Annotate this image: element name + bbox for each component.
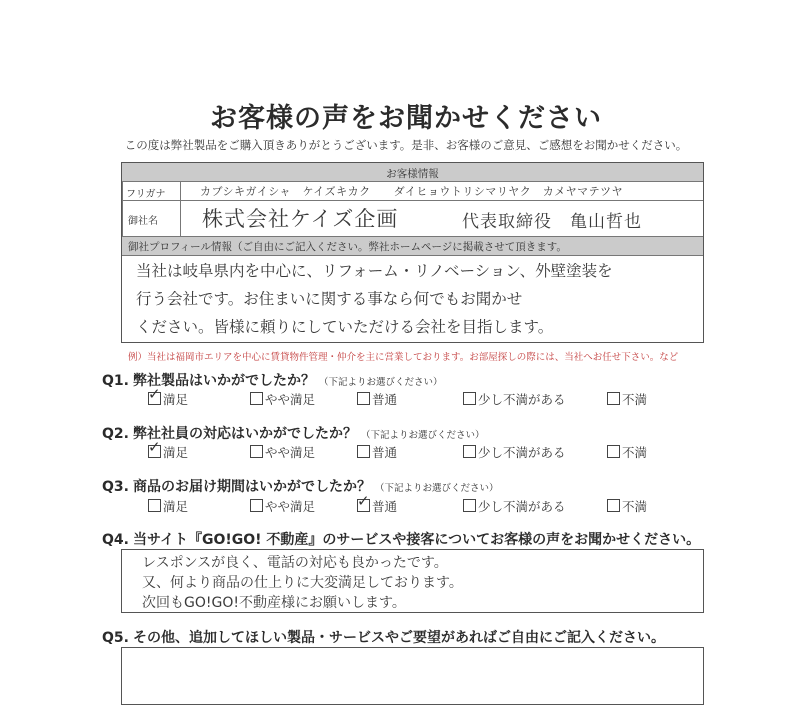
- question-4: [102, 529, 700, 549]
- question-number: Q1.: [102, 373, 129, 389]
- question-3: [102, 476, 498, 496]
- customer-info-table: [121, 162, 704, 343]
- question-text: 弊社社員の対応はいかがでしたか？: [132, 426, 357, 442]
- checkbox[interactable]: [357, 445, 370, 458]
- question-instruction: （下記よりお選びください）: [374, 483, 499, 494]
- question-instruction: （下記よりお選びください）: [360, 430, 485, 441]
- profile-line[interactable]: ください。皆様に頼りにしていただける会社を目指します。: [136, 318, 554, 336]
- checkbox[interactable]: [607, 445, 620, 458]
- checkbox[interactable]: [607, 392, 620, 405]
- option-1[interactable]: [148, 499, 188, 515]
- q4-answer-box[interactable]: [121, 549, 704, 613]
- option-4[interactable]: [463, 392, 566, 408]
- example-note: 例）当社は福岡市エリアを中心に賃貸物件管理・仲介を主に営業しております。お部屋探しの際には、当社へお任せ下さい。など: [128, 352, 679, 363]
- profile-line[interactable]: 行う会社です。お住まいに関する事なら何でもお聞かせ: [136, 290, 523, 308]
- question-instruction: （下記よりお選びください）: [318, 377, 443, 388]
- option-1[interactable]: [148, 385, 189, 408]
- option-label: 満足: [163, 445, 189, 460]
- q4-answer-line: レスポンスが良く、電話の対応も良かったです。: [142, 555, 448, 571]
- checkbox[interactable]: [250, 499, 263, 512]
- question-text: 商品のお届け期間はいかがでしたか？: [132, 479, 371, 495]
- option-5[interactable]: [607, 499, 647, 515]
- checkbox[interactable]: [357, 392, 370, 405]
- option-label: 不満: [622, 392, 648, 407]
- intro-text: この度は弊社製品をご購入頂きありがとうございます。是非、お客様のご意見、ご感想をお聞かせください。: [124, 138, 688, 152]
- checkbox[interactable]: [148, 438, 161, 458]
- checkbox[interactable]: [148, 499, 161, 512]
- option-label: 普通: [372, 445, 398, 460]
- option-5[interactable]: [607, 445, 647, 461]
- option-label: やや満足: [265, 499, 316, 514]
- option-4[interactable]: [463, 445, 566, 461]
- option-label: 少し不満がある: [478, 445, 566, 460]
- q4-answer-line: 次回もGO!GO!不動産様にお願いします。: [142, 595, 406, 611]
- q5-answer-box[interactable]: [121, 647, 704, 705]
- option-1[interactable]: [148, 438, 189, 461]
- question-number: Q4.: [102, 532, 129, 548]
- checkbox[interactable]: [607, 499, 620, 512]
- option-2[interactable]: [250, 392, 315, 408]
- option-label: やや満足: [265, 445, 316, 460]
- profile-header: 御社プロフィール情報（ご自由にご記入ください。弊社ホームページに掲載させて頂きます。: [128, 241, 567, 253]
- option-2[interactable]: [250, 499, 315, 515]
- option-label: 少し不満がある: [478, 392, 566, 407]
- question-text: 当サイト『GO!GO! 不動産』のサービスや接客についてお客様の声をお聞かせください。: [132, 532, 701, 548]
- q4-answer-line: 又、何より商品の仕上りに大変満足しております。: [142, 575, 463, 591]
- option-4[interactable]: [463, 499, 566, 515]
- check-mark-icon: ✓: [148, 438, 161, 456]
- option-3[interactable]: [357, 492, 398, 515]
- question-text: その他、追加してほしい製品・サービスやご要望があればご自由にご記入ください。: [132, 630, 665, 646]
- question-number: Q2.: [102, 426, 129, 442]
- check-mark-icon: ✓: [148, 385, 161, 403]
- option-label: 不満: [622, 445, 648, 460]
- question-5: [102, 627, 665, 647]
- option-label: 普通: [372, 392, 398, 407]
- furigana-label: フリガナ: [126, 189, 166, 200]
- furigana-value[interactable]: カブシキガイシャ ケイズキカク ダイヒョウトリシマリヤク カメヤマテツヤ: [200, 185, 624, 198]
- company-label: 御社名: [128, 216, 158, 227]
- check-mark-icon: ✓: [357, 492, 370, 510]
- option-label: やや満足: [265, 392, 316, 407]
- info-header: お客様情報: [386, 168, 439, 180]
- question-number: Q3.: [102, 479, 129, 495]
- form-title: お客様の声をお聞かせください: [210, 103, 602, 134]
- checkbox[interactable]: [148, 385, 161, 405]
- question-number: Q5.: [102, 630, 129, 646]
- checkbox[interactable]: [463, 499, 476, 512]
- checkbox[interactable]: [250, 392, 263, 405]
- representative-value[interactable]: 代表取締役 亀山哲也: [462, 212, 642, 232]
- option-3[interactable]: [357, 392, 397, 408]
- option-label: 満足: [163, 499, 189, 514]
- option-2[interactable]: [250, 445, 315, 461]
- profile-line[interactable]: 当社は岐阜県内を中心に、リフォーム・リノベーション、外壁塗装を: [136, 262, 613, 280]
- checkbox[interactable]: [250, 445, 263, 458]
- option-label: 不満: [622, 499, 648, 514]
- option-5[interactable]: [607, 392, 647, 408]
- option-label: 満足: [163, 392, 189, 407]
- company-value[interactable]: 株式会社ケイズ企画: [202, 207, 399, 231]
- option-label: 普通: [372, 499, 398, 514]
- checkbox[interactable]: [463, 392, 476, 405]
- checkbox[interactable]: [357, 492, 370, 512]
- checkbox[interactable]: [463, 445, 476, 458]
- option-3[interactable]: [357, 445, 397, 461]
- option-label: 少し不満がある: [478, 499, 566, 514]
- question-text: 弊社製品はいかがでしたか？: [132, 373, 315, 389]
